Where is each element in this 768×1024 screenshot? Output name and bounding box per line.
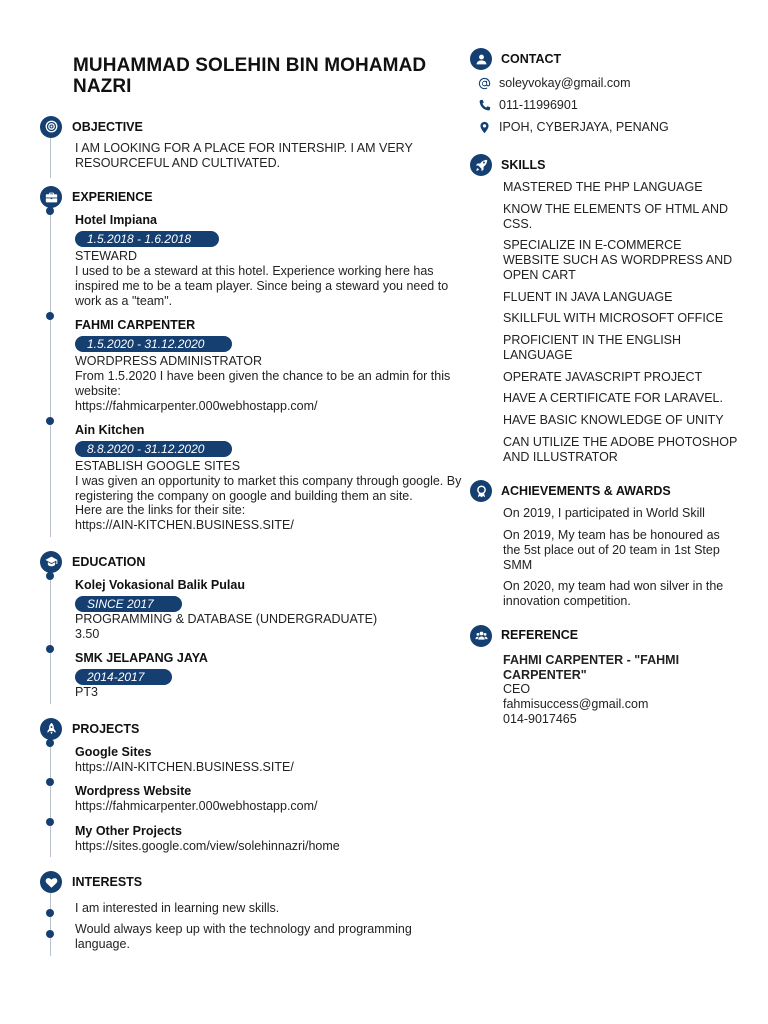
experience-date: 1.5.2018 - 1.6.2018 bbox=[75, 231, 219, 247]
project-name: My Other Projects bbox=[75, 823, 182, 838]
timeline-dot bbox=[46, 645, 54, 653]
experience-date: 1.5.2020 - 31.12.2020 bbox=[75, 336, 232, 352]
timeline-dot bbox=[46, 739, 54, 747]
education-detail: PT3 bbox=[75, 685, 98, 700]
skill-item: SKILLFUL WITH MICROSOFT OFFICE bbox=[503, 311, 724, 326]
achievements-title: ACHIEVEMENTS & AWARDS bbox=[501, 483, 671, 498]
project-name: Google Sites bbox=[75, 744, 152, 759]
experience-entry bbox=[75, 213, 465, 308]
objective-text: I AM LOOKING FOR A PLACE FOR INTERSHIP. I AM VERY RESOURCEFUL AND CULTIVATED. bbox=[75, 140, 413, 170]
skill-item: MASTERED THE PHP LANGUAGE bbox=[503, 180, 703, 194]
education-date: 2014-2017 bbox=[75, 669, 172, 685]
experience-role: STEWARD bbox=[75, 249, 138, 264]
experience-description: From 1.5.2020 I have been given the chance to be an admin for this website: https://fahmicarpenter.000webhostapp.com/ bbox=[75, 369, 451, 413]
education-timeline bbox=[50, 573, 465, 704]
skills-section bbox=[470, 154, 740, 464]
experience-role: ESTABLISH GOOGLE SITES bbox=[75, 459, 241, 474]
skill-item: HAVE A CERTIFICATE FOR LARAVEL. bbox=[503, 391, 723, 406]
experience-timeline bbox=[50, 208, 465, 536]
skill-item: PROFICIENT IN THE ENGLISH LANGUAGE bbox=[503, 333, 682, 362]
reference-position: CEO bbox=[503, 682, 531, 697]
timeline-dot bbox=[46, 778, 54, 786]
experience-section bbox=[40, 186, 465, 536]
contact-location-text: IPOH, CYBERJAYA, PENANG bbox=[499, 119, 669, 134]
skill-item: SPECIALIZE IN E-COMMERCE WEBSITE SUCH AS WORDPRESS AND OPEN CART bbox=[503, 238, 733, 282]
education-entry bbox=[75, 578, 465, 641]
reference-title: REFERENCE bbox=[501, 628, 579, 643]
skills-list bbox=[503, 180, 740, 464]
skill-item: OPERATE JAVASCRIPT PROJECT bbox=[503, 369, 703, 384]
contact-location bbox=[478, 116, 740, 138]
objective-body bbox=[50, 138, 465, 179]
achievements-section bbox=[470, 480, 740, 609]
skill-item: FLUENT IN JAVA LANGUAGE bbox=[503, 289, 673, 304]
education-section bbox=[40, 551, 465, 704]
achievement-item: On 2019, My team has be honoured as the 5st place out of 20 team in 1st Step SMM bbox=[503, 528, 720, 572]
interest-entry bbox=[75, 901, 465, 916]
project-entry bbox=[75, 824, 465, 854]
contact-section bbox=[470, 48, 740, 138]
project-link[interactable]: https://AIN-KITCHEN.BUSINESS.SITE/ bbox=[75, 759, 294, 774]
education-date: SINCE 2017 bbox=[75, 596, 182, 612]
education-entry bbox=[75, 651, 465, 700]
skill-item: KNOW THE ELEMENTS OF HTML AND CSS. bbox=[503, 201, 729, 231]
education-title: EDUCATION bbox=[72, 554, 146, 569]
map-pin-icon bbox=[478, 121, 491, 134]
reference-email[interactable]: fahmisuccess@gmail.com bbox=[503, 697, 649, 711]
skill-item: HAVE BASIC KNOWLEDGE OF UNITY bbox=[503, 413, 724, 427]
experience-company: Hotel Impiana bbox=[75, 213, 157, 228]
briefcase-icon bbox=[40, 186, 62, 208]
contact-list bbox=[478, 72, 740, 138]
award-icon bbox=[470, 480, 492, 502]
interests-title: INTERESTS bbox=[72, 875, 143, 890]
rocket-icon bbox=[40, 718, 62, 740]
reference-phone: 014-9017465 bbox=[503, 711, 577, 726]
timeline-dot bbox=[46, 930, 54, 938]
reference-body bbox=[503, 653, 740, 727]
experience-company: FAHMI CARPENTER bbox=[75, 318, 196, 333]
heart-icon bbox=[40, 871, 62, 893]
achievement-item: On 2019, I participated in World Skill bbox=[503, 506, 705, 521]
interests-timeline bbox=[50, 893, 465, 955]
users-icon bbox=[470, 625, 492, 647]
timeline-dot bbox=[46, 417, 54, 425]
project-name: Wordpress Website bbox=[75, 784, 192, 799]
contact-email bbox=[478, 72, 740, 94]
timeline-dot bbox=[46, 818, 54, 826]
timeline-dot bbox=[46, 909, 54, 917]
right-column bbox=[470, 48, 740, 727]
left-column bbox=[40, 55, 465, 956]
education-detail: PROGRAMMING & DATABASE (UNDERGRADUATE) 3.50 bbox=[75, 611, 378, 641]
timeline-dot bbox=[46, 207, 54, 215]
target-icon bbox=[40, 116, 62, 138]
candidate-name: MUHAMMAD SOLEHIN BIN MOHAMAD NAZRI bbox=[73, 55, 427, 98]
phone-icon bbox=[478, 99, 491, 112]
interest-text: I am interested in learning new skills. bbox=[75, 901, 280, 916]
projects-section bbox=[40, 718, 465, 858]
interests-section bbox=[40, 871, 465, 955]
interest-text: Would always keep up with the technology and programming language. bbox=[75, 922, 412, 951]
projects-timeline bbox=[50, 740, 465, 858]
reference-name: FAHMI CARPENTER - "FAHMI CARPENTER" bbox=[503, 652, 680, 682]
experience-description: I used to be a steward at this hotel. Experience working here has inspired me to be a team player. Since being a steward you need to work as a "team". bbox=[75, 264, 449, 308]
experience-entry bbox=[75, 423, 465, 533]
project-link[interactable]: https://sites.google.com/view/solehinnazri/home bbox=[75, 838, 340, 853]
education-school: Kolej Vokasional Balik Pulau bbox=[75, 577, 245, 592]
timeline-dot bbox=[46, 312, 54, 320]
project-link[interactable]: https://fahmicarpenter.000webhostapp.com/ bbox=[75, 799, 318, 814]
skills-title: SKILLS bbox=[501, 157, 546, 172]
experience-entry bbox=[75, 318, 465, 413]
skill-item: CAN UTILIZE THE ADOBE PHOTOSHOP AND ILLUSTRATOR bbox=[503, 434, 738, 464]
experience-description: I was given an opportunity to market this company through google. By registering the company on google and building them an site. Here are the links for their site: https://AIN-KITCHEN.BUSINESS.SITE/ bbox=[75, 473, 462, 533]
objective-title: OBJECTIVE bbox=[72, 119, 143, 134]
rocket-icon bbox=[470, 154, 492, 176]
project-entry bbox=[75, 745, 465, 775]
project-entry bbox=[75, 784, 465, 814]
experience-title: EXPERIENCE bbox=[72, 190, 153, 205]
experience-date: 8.8.2020 - 31.12.2020 bbox=[75, 441, 232, 457]
at-sign-icon bbox=[478, 77, 491, 90]
interest-entry bbox=[75, 922, 465, 952]
user-icon bbox=[470, 48, 492, 70]
contact-phone bbox=[478, 94, 740, 116]
contact-phone-text: 011-11996901 bbox=[499, 97, 578, 112]
reference-section bbox=[470, 625, 740, 727]
experience-company: Ain Kitchen bbox=[75, 423, 145, 438]
contact-email-text[interactable]: soleyvokay@gmail.com bbox=[499, 75, 631, 90]
achievements-list bbox=[503, 506, 740, 609]
achievement-item: On 2020, my team had won silver in the innovation competition. bbox=[503, 579, 724, 608]
graduation-cap-icon bbox=[40, 551, 62, 573]
contact-title: CONTACT bbox=[501, 51, 562, 66]
education-school: SMK JELAPANG JAYA bbox=[75, 651, 208, 666]
projects-title: PROJECTS bbox=[72, 721, 140, 736]
experience-role: WORDPRESS ADMINISTRATOR bbox=[75, 354, 263, 369]
timeline-dot bbox=[46, 572, 54, 580]
objective-section bbox=[40, 116, 465, 179]
